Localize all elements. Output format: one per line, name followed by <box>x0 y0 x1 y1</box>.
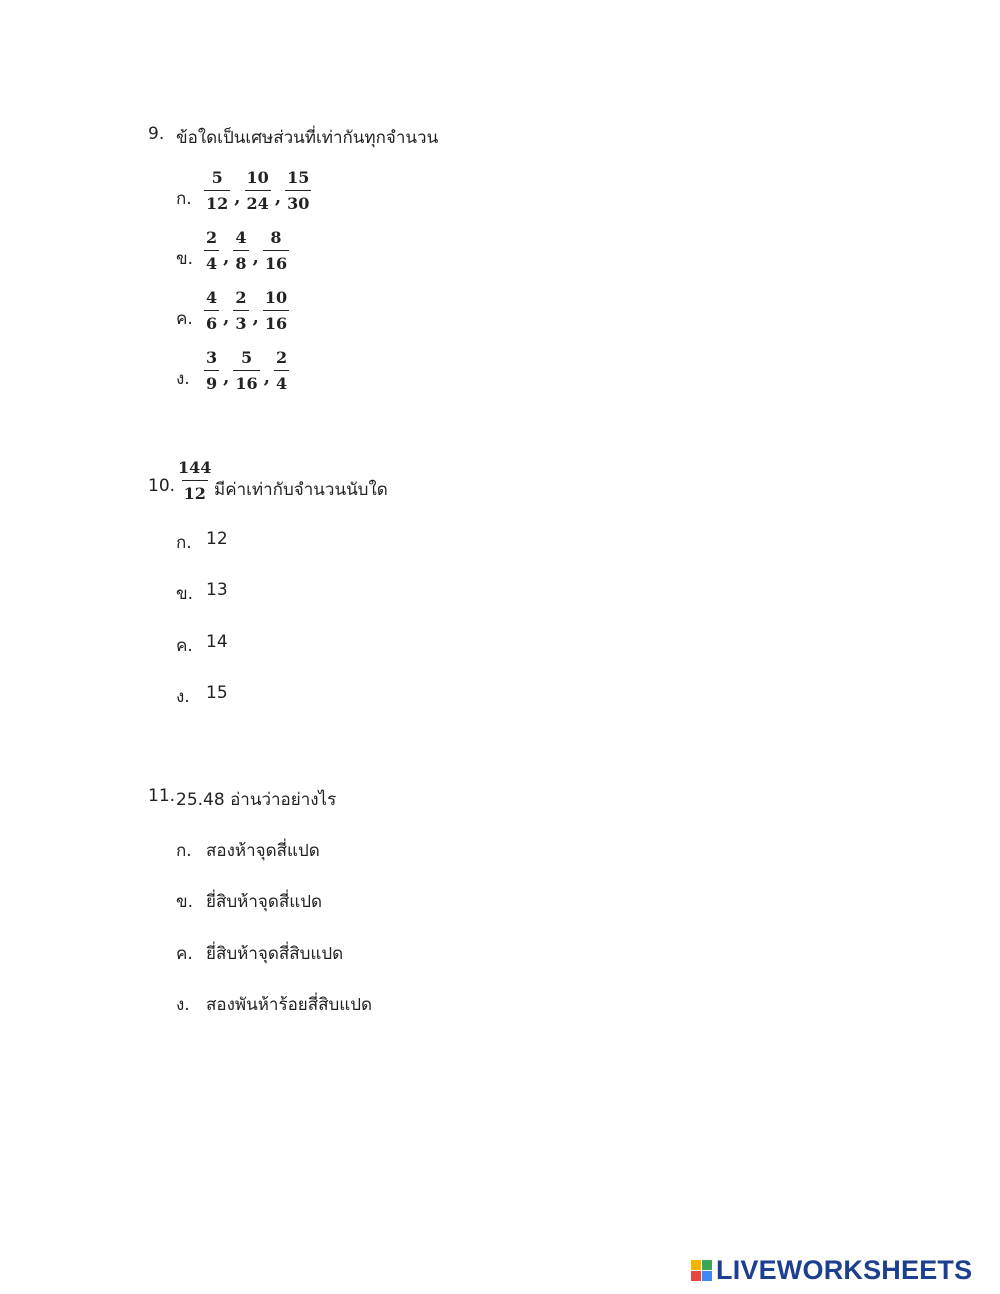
fraction: $\frac{2}{4}$ <box>275 348 288 393</box>
option-letter: ก. <box>176 841 192 861</box>
option-fractions: $\frac{5}{12}$ , $\frac{10}{24}$ , $\frac{15}{30}$ <box>206 168 310 213</box>
question-text: ข้อใดเป็นเศษส่วนที่เท่ากันทุกจำนวน <box>176 128 439 148</box>
option-letter: ง. <box>176 369 190 389</box>
option-text: 14 <box>206 632 228 652</box>
option-fractions: $\frac{3}{9}$ , $\frac{5}{16}$ , $\frac{2}{4}$ <box>206 348 288 393</box>
fraction: $\frac{5}{12}$ <box>206 168 229 213</box>
option-letter: ข. <box>176 892 194 912</box>
option-letter: ค. <box>176 309 193 329</box>
liveworksheets-logo[interactable] <box>691 1255 972 1285</box>
logo-blocks-icon <box>691 1260 712 1281</box>
option-text: ยี่สิบห้าจุดสี่สิบแปด <box>206 944 344 964</box>
option-letter: ข. <box>176 584 194 604</box>
option-fractions: $\frac{2}{4}$ , $\frac{4}{8}$ , $\frac{8}{16}$ <box>206 228 288 273</box>
option-letter: ง. <box>176 995 190 1015</box>
option-text: ยี่สิบห้าจุดสี่แปด <box>206 892 323 912</box>
fraction: $\frac{3}{9}$ <box>206 348 218 393</box>
option-letter: ก. <box>176 189 192 209</box>
question-number: 11. <box>148 786 176 806</box>
fraction: $\frac{5}{16}$ <box>235 348 258 393</box>
question-text: 25.48 อ่านว่าอย่างไร <box>176 790 337 810</box>
fraction: $\frac{10}{16}$ <box>264 288 288 333</box>
question-number: 10. <box>148 476 176 496</box>
option-fractions: $\frac{4}{6}$ , $\frac{2}{3}$ , $\frac{10}{16}$ <box>206 288 288 333</box>
option-text: 12 <box>206 529 228 549</box>
option-letter: ค. <box>176 636 193 656</box>
option-text: 15 <box>206 683 228 703</box>
fraction: $\frac{2}{4}$ <box>206 228 218 273</box>
fraction: $\frac{15}{30}$ <box>287 168 310 213</box>
option-text: 13 <box>206 580 228 600</box>
fraction: $\frac{4}{6}$ <box>206 288 218 333</box>
fraction: $\frac{10}{24}$ <box>246 168 269 213</box>
fraction: $\frac{144}{12}$ <box>178 458 212 503</box>
option-letter: ข. <box>176 249 194 269</box>
option-text: สองห้าจุดสี่แปด <box>206 841 320 861</box>
option-letter: ค. <box>176 944 193 964</box>
option-letter: ง. <box>176 687 190 707</box>
option-text: สองพันห้าร้อยสี่สิบแปด <box>206 995 373 1015</box>
logo-text: LIVEWORKSHEETS <box>716 1254 973 1285</box>
option-letter: ก. <box>176 533 192 553</box>
question-number: 9. <box>148 124 165 144</box>
question-text: มีค่าเท่ากับจำนวนนับใด <box>214 480 388 500</box>
fraction: $\frac{2}{3}$ <box>235 288 247 333</box>
fraction: $\frac{4}{8}$ <box>235 228 247 273</box>
fraction: $\frac{8}{16}$ <box>264 228 288 273</box>
